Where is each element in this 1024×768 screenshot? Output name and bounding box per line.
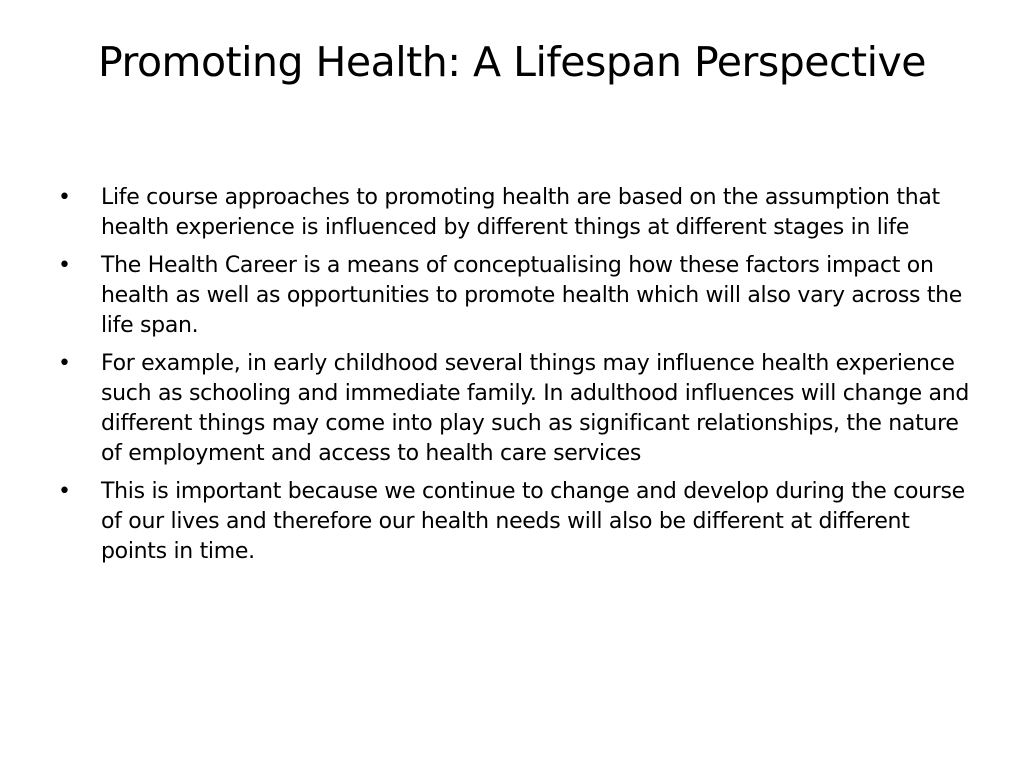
bullet-icon: • bbox=[58, 479, 71, 504]
bullet-text: The Health Career is a means of conceptualising how these factors impact on health as well as opportunities to promote health which will also vary across the life span. bbox=[101, 253, 963, 338]
bullet-item bbox=[54, 349, 972, 469]
bullet-icon: • bbox=[58, 351, 71, 376]
bullet-item bbox=[54, 477, 972, 567]
bullet-item bbox=[54, 251, 972, 341]
bullet-item bbox=[54, 183, 972, 243]
bullet-list bbox=[54, 183, 972, 575]
bullet-text: For example, in early childhood several things may influence health experience such as schooling and immediate family. In adulthood influences will change and different things may come into play such as significant relationships, the nature of employment and access to health care services bbox=[101, 351, 970, 466]
slide-title: Promoting Health: A Lifespan Perspective bbox=[97, 38, 926, 86]
bullet-icon: • bbox=[58, 185, 71, 210]
bullet-text: Life course approaches to promoting health are based on the assumption that health experience is influenced by different things at different stages in life bbox=[101, 185, 940, 240]
bullet-icon: • bbox=[58, 253, 71, 278]
bullet-text: This is important because we continue to change and develop during the course of our lives and therefore our health needs will also be different at different points in time. bbox=[101, 479, 965, 564]
